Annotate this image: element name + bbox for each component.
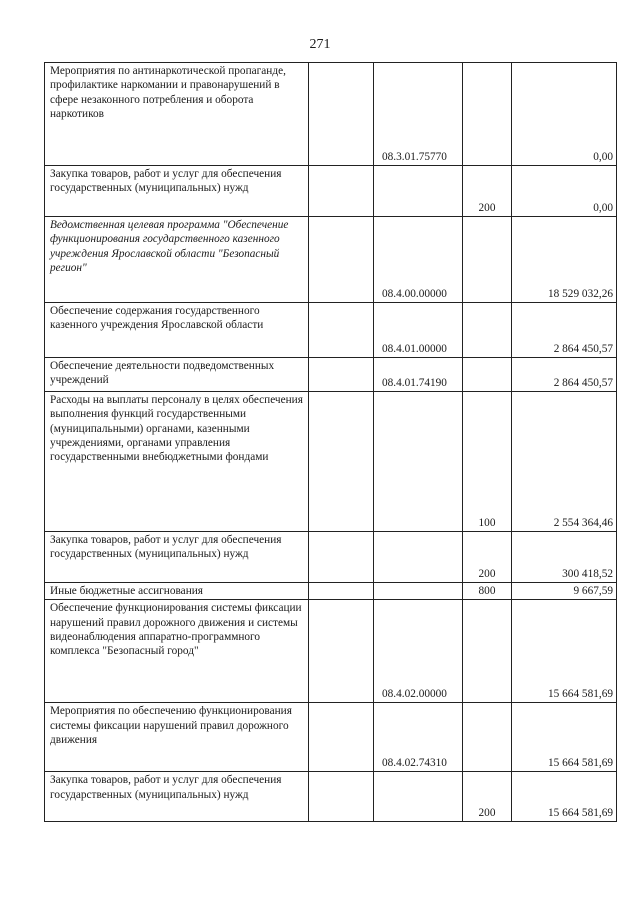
row-expense-type: 200: [463, 532, 512, 583]
row-description: Закупка товаров, работ и услуг для обеспечения государственных (муниципальных) нужд: [45, 772, 309, 822]
table-row: [45, 772, 617, 822]
row-blank-cell: [309, 358, 374, 392]
row-expense-type: 200: [463, 166, 512, 217]
row-expense-type: 800: [463, 583, 512, 600]
table-row: [45, 583, 617, 600]
row-target-code: [374, 166, 463, 217]
table-row: [45, 358, 617, 392]
row-amount: 15 664 581,69: [512, 772, 617, 822]
row-expense-type: [463, 217, 512, 303]
row-target-code: 08.4.02.74310: [374, 703, 463, 772]
row-description: Мероприятия по обеспечению функционирования системы фиксации нарушений правил дорожного движения: [45, 703, 309, 772]
row-expense-type: [463, 600, 512, 703]
row-blank-cell: [309, 532, 374, 583]
row-amount: 2 864 450,57: [512, 303, 617, 358]
row-expense-type: [463, 358, 512, 392]
row-blank-cell: [309, 703, 374, 772]
budget-table: [44, 62, 617, 822]
row-blank-cell: [309, 600, 374, 703]
table-row: [45, 303, 617, 358]
row-amount: 9 667,59: [512, 583, 617, 600]
table-row: [45, 703, 617, 772]
table-row: [45, 217, 617, 303]
table-row: [45, 600, 617, 703]
table-row: [45, 63, 617, 166]
row-description: Мероприятия по антинаркотической пропаганде, профилактике наркомании и правонарушений в сфере незаконного потребления и оборота наркотиков: [45, 63, 309, 166]
row-blank-cell: [309, 772, 374, 822]
row-amount: 0,00: [512, 166, 617, 217]
row-target-code: 08.4.00.00000: [374, 217, 463, 303]
row-amount: 2 554 364,46: [512, 392, 617, 532]
row-blank-cell: [309, 166, 374, 217]
row-amount: 18 529 032,26: [512, 217, 617, 303]
row-target-code: 08.4.02.00000: [374, 600, 463, 703]
row-amount: 300 418,52: [512, 532, 617, 583]
row-target-code: [374, 532, 463, 583]
page-number: 271: [309, 37, 331, 52]
row-blank-cell: [309, 217, 374, 303]
row-description: Обеспечение деятельности подведомственных учреждений: [45, 358, 309, 392]
row-target-code: 08.4.01.74190: [374, 358, 463, 392]
row-amount: 0,00: [512, 63, 617, 166]
row-blank-cell: [309, 583, 374, 600]
row-blank-cell: [309, 303, 374, 358]
row-description: Обеспечение функционирования системы фиксации нарушений правил дорожного движения и системы видеонаблюдения аппаратно-программного комплекса "Безопасный город": [45, 600, 309, 703]
table-row: [45, 532, 617, 583]
row-target-code: [374, 392, 463, 532]
row-target-code: [374, 583, 463, 600]
table-row: [45, 166, 617, 217]
row-target-code: 08.4.01.00000: [374, 303, 463, 358]
row-description: Иные бюджетные ассигнования: [45, 583, 309, 600]
row-blank-cell: [309, 392, 374, 532]
row-amount: 15 664 581,69: [512, 703, 617, 772]
row-blank-cell: [309, 63, 374, 166]
row-description: Закупка товаров, работ и услуг для обеспечения государственных (муниципальных) нужд: [45, 532, 309, 583]
row-description: Расходы на выплаты персоналу в целях обеспечения выполнения функций государственными (муниципальными) органами, казенными учреждениями, органами управления государственными внебюджетными фондами: [45, 392, 309, 532]
row-amount: 15 664 581,69: [512, 600, 617, 703]
row-description: Обеспечение содержания государственного казенного учреждения Ярославской области: [45, 303, 309, 358]
row-expense-type: 200: [463, 772, 512, 822]
row-description: Закупка товаров, работ и услуг для обеспечения государственных (муниципальных) нужд: [45, 166, 309, 217]
table-row: [45, 392, 617, 532]
row-expense-type: [463, 63, 512, 166]
row-expense-type: [463, 303, 512, 358]
row-expense-type: 100: [463, 392, 512, 532]
row-description: Ведомственная целевая программа "Обеспечение функционирования государственного казенного учреждения Ярославской области "Безопасный регион": [45, 217, 309, 303]
row-expense-type: [463, 703, 512, 772]
budget-table-body: [45, 63, 617, 822]
row-target-code: 08.3.01.75770: [374, 63, 463, 166]
row-target-code: [374, 772, 463, 822]
row-amount: 2 864 450,57: [512, 358, 617, 392]
